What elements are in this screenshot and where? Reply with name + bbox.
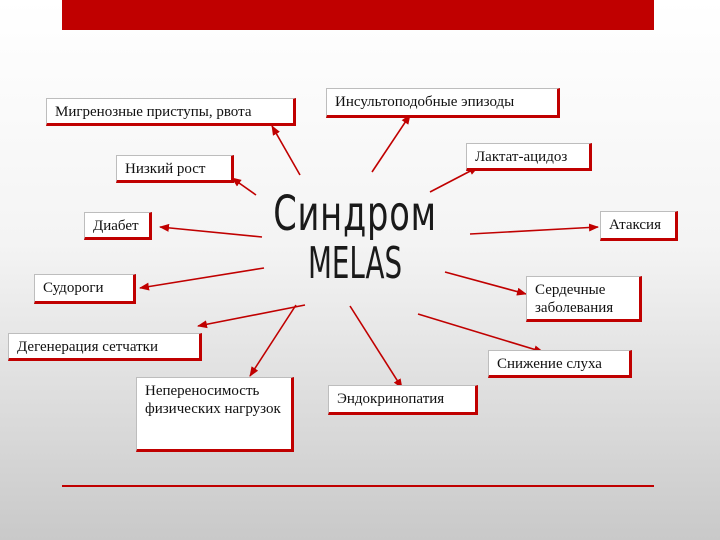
center-title [240, 186, 470, 289]
bottom-accent-line [62, 485, 654, 487]
arrow-to-stroke [372, 115, 410, 172]
node-retinal-degeneration: Дегенерация сетчатки [8, 333, 202, 361]
arrow-to-migraine [272, 126, 300, 175]
node-endocrinopathy: Эндокринопатия [328, 385, 478, 415]
arrow-to-endocrine [350, 306, 402, 388]
node-exercise-intolerance: Непереносимость физических нагрузок [136, 377, 294, 452]
title-line-melas: MELAS [307, 238, 403, 289]
arrow-to-hearing [418, 314, 543, 352]
node-cardiac-disease: Сердечные заболевания [526, 276, 642, 322]
title-line-syndrome: Синдром [273, 186, 437, 242]
arrow-to-exercise [250, 305, 296, 376]
node-short-stature: Низкий рост [116, 155, 234, 183]
node-migraine: Мигренозные приступы, рвота [46, 98, 296, 126]
node-lactic-acidosis: Лактат-ацидоз [466, 143, 592, 171]
node-diabetes: Диабет [84, 212, 152, 240]
node-hearing-loss: Снижение слуха [488, 350, 632, 378]
node-seizures: Судороги [34, 274, 136, 304]
arrow-to-ataxia [470, 227, 598, 234]
node-stroke-like-episodes: Инсультоподобные эпизоды [326, 88, 560, 118]
node-ataxia: Атаксия [600, 211, 678, 241]
